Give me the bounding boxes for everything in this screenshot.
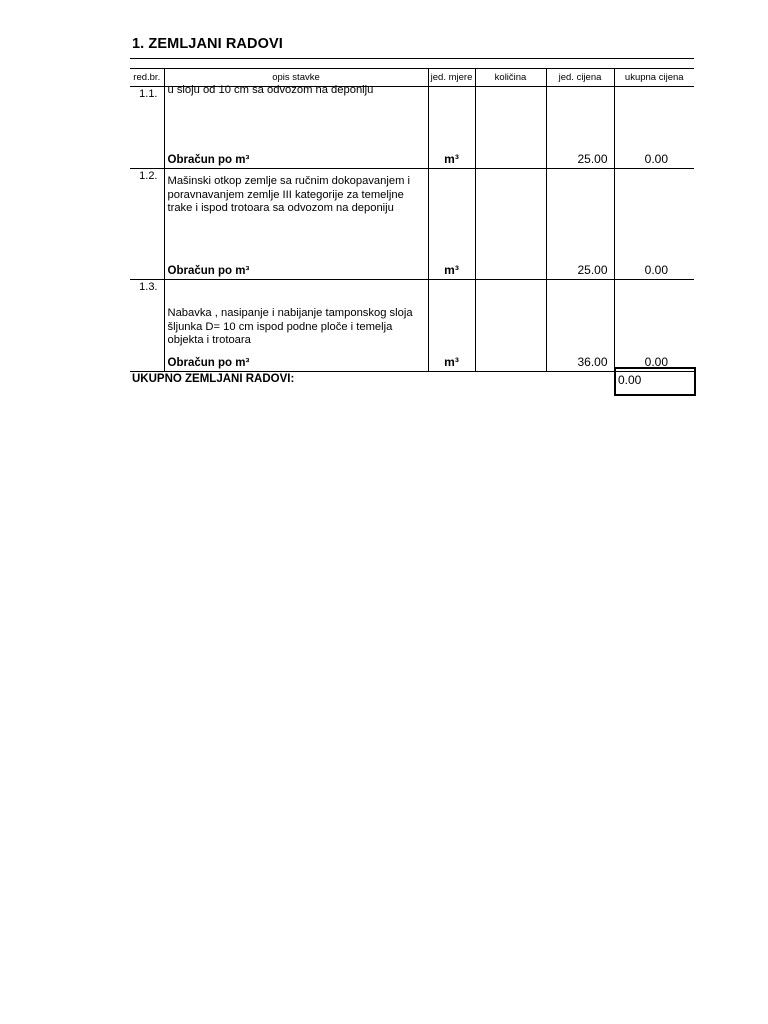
- calc-label: Obračun po m³: [167, 265, 250, 277]
- grand-total-box: [614, 367, 696, 396]
- table-row: [130, 87, 694, 169]
- unit-price-value: 25.00: [577, 152, 608, 166]
- grand-total-value: 0.00: [618, 373, 642, 387]
- section-title: 1. ZEMLJANI RADOVI: [132, 36, 283, 52]
- unit-value: m³: [444, 355, 459, 369]
- column-header-total-price: ukupna cijena: [614, 69, 694, 87]
- unit-price-cell: [546, 280, 614, 372]
- item-number: 1.3.: [130, 280, 164, 372]
- item-description-cell: [164, 169, 428, 280]
- calc-label: Obračun po m³: [167, 154, 250, 166]
- unit-cell: [428, 280, 475, 372]
- unit-price-value: 25.00: [577, 263, 608, 277]
- calc-label: Obračun po m³: [167, 357, 250, 369]
- column-header-description: opis stavke: [164, 69, 428, 87]
- bill-of-quantities-table: [130, 68, 694, 372]
- unit-cell: [428, 87, 475, 169]
- total-price-cell: [614, 280, 694, 372]
- total-price-cell: [614, 87, 694, 169]
- item-description: Mašinski otkop zemlje sa ručnim dokopavanjem i poravnavanjem zemlje III kategorije za temeljne trake i ispod trotoara sa odvozom na deponiju: [167, 175, 410, 215]
- item-number: 1.2.: [130, 169, 164, 280]
- table-row: [130, 169, 694, 280]
- total-price-value: 0.00: [644, 263, 668, 277]
- total-price-value: 0.00: [644, 355, 668, 369]
- column-header-quantity: količina: [475, 69, 546, 87]
- quantity-cell: [475, 280, 546, 372]
- quantity-cell: [475, 169, 546, 280]
- unit-cell: [428, 169, 475, 280]
- item-description-cell: [164, 84, 428, 169]
- item-number: 1.1.: [130, 87, 164, 169]
- unit-value: m³: [444, 152, 459, 166]
- item-description-cell: [164, 280, 428, 372]
- total-price-cell: [614, 169, 694, 280]
- column-header-unit: jed. mjere: [428, 69, 475, 87]
- column-header-unit-price: jed. cijena: [546, 69, 614, 87]
- quantity-cell: [475, 87, 546, 169]
- column-header-item-no: red.br.: [130, 69, 164, 87]
- item-description: u sloju od 10 cm sa odvozom na deponiju: [167, 84, 374, 96]
- grand-total-label: UKUPNO ZEMLJANI RADOVI:: [132, 373, 295, 385]
- unit-value: m³: [444, 263, 459, 277]
- unit-price-cell: [546, 87, 614, 169]
- table-row: [130, 280, 694, 372]
- total-price-value: 0.00: [644, 152, 668, 166]
- unit-price-value: 36.00: [577, 355, 608, 369]
- title-underline: [130, 58, 694, 59]
- unit-price-cell: [546, 169, 614, 280]
- item-description: Nabavka , nasipanje i nabijanje tamponskog sloja šljunka D= 10 cm ispod podne ploče i temelja objekta i trotoara: [167, 307, 413, 347]
